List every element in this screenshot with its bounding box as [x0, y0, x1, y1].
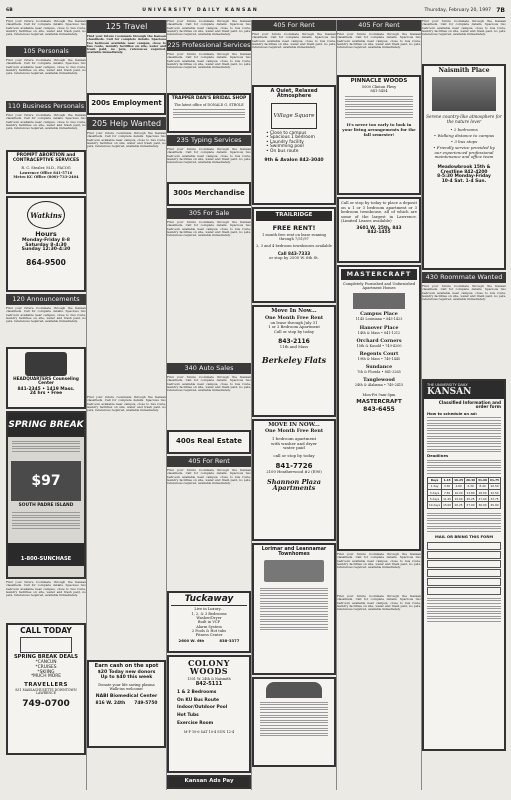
- column-2: [87, 20, 166, 790]
- price-block: [11, 461, 81, 501]
- price: $97: [31, 473, 61, 489]
- trailridge-ad: [252, 207, 336, 303]
- mastercraft-location-name: Sundance: [365, 363, 393, 370]
- section-header-announcements: 120 Announcements: [6, 294, 86, 305]
- classified-text: Find your future roommate through the Kansan classifieds. Call for complete details. Spacious two bedroom available near campus, close to bus route, laundry facilities on site, water and trash paid, no pets, references required, available immediately.: [167, 53, 251, 70]
- classified-text: Find your future roommate through the Kansan classifieds. Call for complete details. Spacious two bedroom available near campus, close to bus route, laundry facilities on site, water and trash paid, no pets, references required, available immediately.: [167, 469, 251, 486]
- trapper-title: TRAPPER DAN'S BRIDAL SHOP: [171, 96, 247, 101]
- rate-row-label: 1 day: [428, 483, 442, 489]
- nabi-line4: Walk-ins welcome!: [109, 687, 144, 692]
- naismith-hours: 8-5:30 Monday-Friday: [437, 174, 491, 180]
- section-header-for-rent: 405 For Rent: [337, 20, 421, 31]
- merchandise-label: 300s Merchandise: [173, 189, 245, 198]
- mastercraft-location: [341, 312, 417, 321]
- berkeley-line1: Move In Now...: [271, 308, 317, 314]
- village-square-name: Village Square: [273, 112, 315, 119]
- mastercraft-location: [341, 378, 417, 387]
- classified-text: Find your future roommate through the Kansan classifieds. Call for complete details. Spacious two bedroom available near campus, close to bus route, laundry facilities on site, water and trash paid, no pets, references required, available immediately.: [6, 581, 86, 598]
- shannon-line3: 1 bedroom apartment: [271, 435, 317, 441]
- nabi-contact: [91, 702, 162, 707]
- pinnacle-address: 5000 Clinton Pkwy: [361, 84, 397, 89]
- kansan-ads-pay-text: Kansan Ads Pay: [184, 778, 234, 785]
- real-estate-section-banner: [167, 430, 251, 454]
- tuckaway-feature: 1, 2, & 3 Bedrooms: [191, 611, 227, 616]
- tuckaway-feature: 2 Pools & Hot tubs: [191, 629, 227, 633]
- mastercraft-location-name: Hanover Place: [359, 324, 399, 331]
- naismith-saturday: 10-4 Sat. 1-4 Sun.: [441, 179, 487, 185]
- form-send: MAIL OR BRING THIS FORM: [435, 533, 493, 539]
- rate-cell: 7.50: [442, 490, 453, 496]
- call-today-item: *CANCUN: [35, 660, 57, 666]
- berkeley-flats-ad: [252, 305, 336, 417]
- page-number-right: 7B: [496, 7, 505, 14]
- rate-cell: 18.00: [478, 490, 487, 495]
- watkins-phone: 864-9500: [26, 258, 66, 268]
- classified-text: Find your future roommate through the Kansan classifieds. Call for complete details. Spacious two bedroom available near campus, close to bus route, laundry facilities on site, water and trash paid, no pets, references required, available immediately.: [422, 20, 506, 37]
- tuckaway-ad: [167, 591, 251, 653]
- prompt-abortion-ad: [6, 150, 86, 194]
- naismith-title: Naismith Place: [438, 67, 490, 74]
- village-square-feature: • On bus route: [266, 149, 299, 154]
- rate-col-header: 61-75: [490, 478, 499, 483]
- column-5: [337, 20, 421, 790]
- tuckaway-feature: Alarm System: [196, 624, 222, 629]
- rate-cell: 15.00: [454, 496, 463, 501]
- call-today-item: *MUCH MORE: [30, 674, 62, 680]
- village-square-address: 9th & Avalon 842-3040: [264, 157, 324, 163]
- naismith-tagline: Serene country-like atmosphere for the nature lover: [426, 114, 502, 125]
- tuckaway-feature: Built in VCP: [197, 620, 221, 625]
- ad-copy: [8, 437, 84, 461]
- colony-woods-ad: [167, 655, 251, 773]
- ad-title: PROMPT ABORTION and CONTRACEPTIVE SERVICES: [12, 153, 80, 163]
- section-header-for-sale: 305 For Sale: [167, 208, 251, 219]
- colony-woods-hours: M-F 10-6 SAT 10-4 SUN 12-4: [183, 730, 235, 735]
- rate-cell: 13.80: [466, 490, 475, 495]
- kansan-classified-order-form: [422, 379, 506, 751]
- rate-row-label: 5 days: [428, 496, 442, 502]
- employment-label: 200s Employment: [91, 99, 162, 108]
- rate-cell: 33.75: [490, 496, 499, 501]
- phone-banner: [8, 543, 84, 566]
- section-header-business-personals: 110 Business Personals: [7, 102, 85, 110]
- headquarters-phone: 841-2345 • 1419 Mass.: [17, 386, 75, 392]
- colony-woods-name: COLONY WOODS: [188, 658, 230, 677]
- rate-cell: 27.00: [466, 503, 475, 507]
- rate-cell: 8.40: [477, 483, 489, 489]
- rate-cell: 3.30: [442, 483, 453, 489]
- classified-text: Find your future roommate through the Kansan classifieds. Call for complete details. Spacious two bedroom available near campus, close to bus route, laundry facilities on site, water and trash paid, no pets, references required, available immediately.: [167, 148, 251, 165]
- pinnacle-phone: 841-5454: [370, 89, 388, 94]
- tuckaway-name: Tuckaway: [171, 595, 247, 606]
- form-ad-copy-line[interactable]: [427, 578, 501, 586]
- travel-phone: 749-0700: [22, 699, 70, 710]
- kansan-ads-pay-banner: [167, 775, 251, 789]
- form-name: KANSAN: [427, 387, 472, 397]
- nabi-title: Earn cash on the spot: [94, 663, 159, 669]
- nabi-address: 816 W. 24th: [95, 700, 126, 706]
- trailridge-offer: FREE RENT!: [272, 223, 316, 232]
- classified-text: Find your future roommate through the Kansan classifieds. Call for complete details. Spacious two bedroom available near campus, close to bus route, laundry facilities on site, water and trash paid, no pets, references required, available immediately.: [337, 595, 421, 612]
- trailridge-phone: Call 843-7333: [277, 250, 311, 256]
- nabi-line2: Up to $40 this week: [100, 675, 153, 681]
- section-header-for-rent: 405 For Rent: [167, 456, 251, 467]
- berkeley-line2: One Month Free Rent: [264, 314, 324, 321]
- berkeley-address: 11th and Mass: [279, 344, 309, 350]
- spring-break-title: SPRING BREAK: [8, 420, 84, 430]
- naismith-address: Meadowbrook 15th & Crestline 842-4200: [437, 165, 491, 175]
- mastercraft-location-address: 15th & Kasold • 749-4200: [356, 343, 402, 348]
- naismith-bullet: • Friendly service provided by our experienced professional maintenance and office team: [433, 144, 495, 160]
- classified-text: Find your future roommate through the Kansan classifieds. Call for complete details. Spacious two bedroom available near campus, close to bus route, laundry facilities on site, water and trash paid, no pets, references required, available immediately.: [167, 20, 251, 37]
- travel-company: TRAVELLERS: [24, 681, 68, 688]
- classified-text: Find your future roommate through the Kansan classifieds. Call for complete details. Spacious two bedroom available near campus, close to bus route, laundry facilities on site, water and trash paid, no pets, references required, available immediately.: [6, 59, 86, 76]
- section-header-auto-sales: 340 Auto Sales: [167, 363, 251, 374]
- rate-col-header: 26-40: [466, 478, 476, 483]
- classified-text: Find your future roommate through the Kansan classifieds. Call for complete details. Spacious two bedroom available near campus, close to bus route, laundry facilities on site, water and trash paid, no pets, references required, available immediately.: [87, 35, 166, 55]
- mastercraft-location-name: Regents Court: [359, 350, 399, 357]
- village-square-feature: • Swimming pool: [266, 144, 304, 150]
- rate-row-label: 3 days: [428, 490, 442, 496]
- form-ad-copy-line[interactable]: [427, 560, 501, 568]
- rate-cell: 36.00: [478, 503, 487, 507]
- form-title: Classified Information and order form: [438, 400, 501, 410]
- naismith-bullets: [426, 128, 502, 160]
- classified-text: Find your future roommate through the Kansan classifieds. Call for complete details. Spacious two bedroom available near campus, close to bus route, laundry facilities on site, water and trash paid, no pets, references required, available immediately.: [167, 221, 251, 238]
- village-square-logo: [271, 103, 317, 129]
- mastercraft-location: [341, 339, 417, 348]
- destination: SOUTH PADRE ISLAND: [18, 503, 74, 508]
- form-how-to: How to schedule an ad:: [427, 410, 478, 416]
- employment-section-banner: [87, 93, 166, 115]
- rate-cell: 20.25: [466, 496, 475, 501]
- tuckaway-feature: Washer/Dryer: [196, 616, 222, 621]
- shannon-address: 2100 Heatherwood #2 (E90): [266, 468, 322, 474]
- deposit-address: 3601 W. 25th, 843: [356, 225, 402, 231]
- village-square-feature: • Laundry facility: [266, 139, 304, 145]
- classified-text: Find your future roommate through the Kansan classifieds. Call for complete details. Spacious two bedroom available near campus, close to bus route, laundry facilities on site, water and trash paid, no pets, references required, available immediately.: [337, 33, 421, 50]
- rate-cell: 4.60: [453, 483, 465, 489]
- rate-cell: 10.50: [490, 484, 499, 489]
- colony-woods-features: [171, 691, 247, 726]
- section-header-professional-services: 225 Professional Services: [167, 41, 251, 49]
- mastercraft-hours: Mon-Fri 9am-5pm: [362, 393, 396, 398]
- mastercraft-title: MASTERCRAFT: [341, 269, 417, 280]
- nabi-plasma-ad: [87, 660, 166, 748]
- rate-cell: 15.00: [443, 503, 452, 507]
- section-header-travel: 125 Travel: [87, 20, 166, 33]
- colony-woods-feature: Indoor/Outdoor Pool: [177, 705, 228, 711]
- lorimar-building-image: [264, 560, 324, 582]
- classified-text: Find your future roommate through the Kansan classifieds. Call for complete details. Spacious two bedroom available near campus, close to bus route, laundry facilities on site, water and trash paid, no pets, references required, available immediately.: [6, 20, 86, 37]
- shannon-line1: MOVE IN NOW...: [268, 422, 320, 428]
- form-instructions: [427, 417, 501, 452]
- issue-date: Thursday, February 20, 1997: [424, 8, 491, 13]
- shannon-name: Shannon Plaza Apartments: [267, 477, 321, 493]
- rate-cell: 20.25: [454, 503, 463, 507]
- pinnacle-title: PINNACLE WOODS: [350, 78, 408, 84]
- nabi-line1: $20 Today new donors: [97, 670, 156, 676]
- hours-weekday: Monday-Friday 8-8: [22, 237, 70, 243]
- form-payment-lines: [427, 598, 501, 622]
- form-header: [424, 381, 504, 399]
- colony-woods-feature: Hot Tubs: [177, 712, 199, 718]
- headquarters-hours: 24 hrs • Free: [29, 391, 63, 397]
- headquarters-ad: [6, 347, 86, 409]
- colony-woods-feature: 1 & 2 Bedrooms: [177, 690, 217, 696]
- rate-col-header: 41-60: [478, 478, 487, 483]
- form-ad-copy-line[interactable]: [427, 569, 501, 577]
- mastercraft-location-name: Campus Place: [360, 311, 398, 318]
- berkeley-line4: 1 or 2 Bedroom Apartment: [268, 324, 320, 330]
- rate-col-header: Days: [428, 477, 442, 483]
- village-square-feature: • Close to campus: [266, 130, 307, 136]
- ad-copy: [171, 107, 247, 121]
- rate-cell: 22.50: [490, 490, 499, 495]
- trapper-tagline: The latest office of DONALD G. STROLE: [174, 102, 244, 107]
- form-ad-copy-line[interactable]: [427, 551, 501, 559]
- hours-saturday: Saturday 8-4:30: [25, 242, 67, 248]
- berkeley-line3: on lease through July 31: [270, 319, 318, 325]
- section-header-roommate-wanted: 430 Roommate Wanted: [422, 272, 506, 283]
- rate-cell: 11.25: [443, 496, 452, 501]
- deposit-phone: 842-1455: [367, 230, 391, 236]
- page-number-left: 6B: [6, 8, 13, 13]
- nabi-phone: 749-5750: [134, 700, 158, 706]
- ad-doctor: R. C. Stealer, M.D., FACOG: [21, 166, 71, 171]
- call-today-travel-ad: [6, 623, 86, 755]
- call-today-title: CALL TODAY: [20, 626, 72, 635]
- ad-metro: Metro KC Office (800)-733-2404: [13, 174, 79, 179]
- shannon-line2: One Month Free Rent: [264, 427, 324, 434]
- section-header-for-rent: 405 For Rent: [252, 20, 336, 31]
- classified-text: Find your future roommate through the Kansan classifieds. Call for complete details. Spacious two bedroom available near campus, close to bus route, laundry facilities on site, water and trash paid, no pets, references required, available immediately.: [87, 396, 166, 413]
- mastercraft-location-name: Orchard Corners: [356, 337, 402, 344]
- village-square-feature: • Spacious 1 bedroom: [266, 135, 315, 141]
- trailridge-details: 1 month free rent on lease running through 7/31/97: [262, 232, 326, 241]
- trailridge-name: TRAILRIDGE: [256, 211, 332, 221]
- colony-woods-feature: On KU Bus Route: [177, 697, 220, 703]
- deposit-ad: [337, 197, 421, 263]
- rate-row: [428, 502, 501, 508]
- mastercraft-location: [341, 352, 417, 361]
- shannon-phone: 841-7726: [275, 461, 313, 470]
- rate-col-header: 1-15: [442, 477, 453, 483]
- village-square-features: [256, 132, 332, 155]
- watkins-hours-ad: [6, 196, 86, 292]
- trailridge-extra: 2, 3 and 4 bedroom townhouses available: [256, 244, 332, 249]
- mastercraft-brand: MASTERCRAFT: [356, 399, 402, 406]
- form-ad-copy-line[interactable]: [427, 542, 501, 550]
- sunrise-apartments-ad: [252, 677, 336, 767]
- masthead: [6, 4, 505, 18]
- shannon-plaza-ad: [252, 419, 336, 541]
- form-brand: THE UNIVERSITY DAILY: [427, 383, 468, 387]
- classified-text: Find your future roommate through the Kansan classifieds. Call for complete details. Spacious two bedroom available near campus, close to bus route, laundry facilities on site, water and trash paid, no pets, references required, available immediately.: [422, 285, 506, 302]
- column-4: [252, 20, 336, 790]
- mastercraft-location-address: 19th & Mass • 749-1445: [357, 356, 401, 361]
- mastercraft-ad: [337, 265, 421, 551]
- colony-woods-phone: 842-5111: [195, 680, 223, 687]
- shannon-line5: water paid: [283, 445, 305, 451]
- classified-text: Find your future roommate through the Kansan classifieds. Call for complete details. Spacious two bedroom available near campus, close to bus route, laundry facilities on site, water and trash paid, no pets, references required, available immediately.: [87, 132, 166, 149]
- hours-sunday: Sunday 12:30-4:30: [21, 247, 71, 253]
- column-3: [167, 20, 251, 790]
- form-categories: [427, 513, 501, 532]
- column-6: [422, 20, 506, 790]
- trapper-dans-ad: [167, 93, 251, 133]
- tuckaway-feature: Live in Luxury...: [194, 607, 224, 612]
- naismith-bullet: • Walking distance to campus: [433, 133, 495, 139]
- rate-row-label: 10 days: [429, 503, 441, 507]
- paper-name: UNIVERSITY DAILY KANSAN: [142, 8, 259, 13]
- tuckaway-contact: [171, 639, 247, 643]
- naismith-place-ad: [422, 64, 506, 270]
- sunrise-logo: [266, 682, 322, 698]
- mastercraft-location: [341, 326, 417, 335]
- hours-label: Hours: [35, 230, 57, 238]
- mastercraft-phone: 843-6455: [363, 406, 395, 414]
- classified-text: Find your future roommate through the Kansan classifieds. Call for complete details. Spacious two bedroom available near campus, close to bus route, laundry facilities on site, water and trash paid, no pets, references required, available immediately.: [6, 114, 86, 131]
- mastercraft-location-address: 7th & Florida • 841-3265: [357, 369, 401, 374]
- call-today-item: *CRUISES: [35, 664, 57, 670]
- rate-cell: 6.30: [465, 483, 477, 489]
- lorimar-ad: [252, 543, 336, 675]
- rate-cell: 27.00: [478, 496, 487, 501]
- berkeley-name: Berkeley Flats: [261, 354, 327, 365]
- ad-copy: [256, 585, 332, 633]
- headquarters-title: HEADQUARTERS Counseling Center: [13, 376, 79, 386]
- ad-copy: [341, 93, 417, 120]
- trailridge-visit: or stop by 2500 W. 6th St.: [269, 254, 319, 260]
- mastercraft-location: [341, 365, 417, 374]
- shannon-line4: with washer and dryer: [271, 440, 317, 446]
- lorimar-title: Lorimar and Leannamar Townhomes: [261, 547, 327, 558]
- form-deadlines: Deadlines: [427, 453, 449, 459]
- watkins-logo: [27, 201, 65, 229]
- form-deadline-text: [427, 460, 501, 474]
- rate-col-header: 16-25: [454, 478, 464, 483]
- section-header-personals: 105 Personals: [6, 46, 86, 57]
- call-today-event: SPRING BREAK DEALS: [13, 653, 79, 660]
- merchandise-section-banner: [167, 182, 251, 206]
- deposit-intro: Call or stop by today to place a deposit on a 1 or 3 bedroom apartment or 3 bedroom townhouse, all of which are some of the largest in Lawrence. (Limited Leases available): [341, 200, 417, 224]
- classified-text: Find your future roommate through the Kansan classifieds. Call for complete details. Spacious two bedroom available near campus, close to bus route, laundry facilities on site, water and trash paid, no pets, references required, available immediately.: [337, 553, 421, 570]
- pinnacle-tagline: It's never too early to look in your living arrangements for the fall semester!: [342, 122, 416, 137]
- mastercraft-logo: [353, 293, 405, 309]
- spring-break-banner: [8, 413, 84, 437]
- nabi-line3: Donate your life saving plasma: [98, 683, 155, 688]
- nabi-name: NABI Biomedical Center: [95, 693, 158, 699]
- watkins-name: Watkins: [30, 210, 62, 220]
- section-header-typing-services: 235 Typing Services: [167, 135, 251, 146]
- real-estate-label: 400s Real Estate: [175, 437, 243, 446]
- call-today-item: *SKIING: [37, 669, 55, 675]
- tuckaway-address: 2600 W. 6th: [178, 637, 205, 643]
- headquarters-logo: [25, 352, 67, 376]
- tuckaway-phone: 838-3377: [219, 637, 240, 643]
- classified-text: Find your future roommate through the Kansan classifieds. Call for complete details. Spacious two bedroom available near campus, close to bus route, laundry facilities on site, water and trash paid, no pets, references required, available immediately.: [252, 33, 336, 50]
- spring-break-padre-ad: [6, 411, 86, 579]
- rate-table: [427, 477, 501, 509]
- pinnacle-woods-ad: [337, 75, 421, 195]
- ad-location: Lawrence Office 841-5716: [19, 170, 73, 175]
- form-ad-copy-grid[interactable]: [427, 542, 501, 595]
- naismith-bullet: • 3 bus stops: [450, 138, 478, 144]
- colony-woods-feature: Exercise Room: [177, 720, 214, 726]
- mastercraft-location-address: 1145 Louisiana • 843-1423: [355, 317, 403, 322]
- travel-address: 831 MASSACHUSETTS DOWNTOWN LAWRENCE: [15, 687, 77, 696]
- classified-text: Find your future roommate through the Kansan classifieds. Call for complete details. Spacious two bedroom available near campus, close to bus route, laundry facilities on site, water and trash paid, no pets, references required, available immediately.: [167, 376, 251, 393]
- mastercraft-location-name: Tanglewood: [363, 376, 395, 383]
- shannon-line6: call or stop by today: [273, 453, 315, 459]
- village-square-ad: [252, 85, 336, 205]
- column-1: [6, 20, 86, 790]
- mastercraft-location-address: 24th & Alabama • 749-2415: [354, 383, 404, 388]
- rate-cell: 10.20: [454, 490, 463, 495]
- village-square-title: A Quiet, Relaxed Atmosphere: [270, 88, 318, 100]
- naismith-bullet: • 2 bedrooms: [450, 127, 478, 133]
- rate-cell: 45.00: [490, 503, 499, 507]
- ad-copy: [8, 509, 84, 543]
- tuckaway-feature: Fitness Center: [195, 633, 223, 638]
- ad-copy: [256, 699, 332, 739]
- spring-break-phone: 1-800-SUNCHASE: [20, 555, 72, 562]
- classified-text: Find your future roommate through the Kansan classifieds. Call for complete details. Spacious two bedroom available near campus, close to bus route, laundry facilities on site, water and trash paid, no pets, references required, available immediately.: [6, 307, 86, 324]
- berkeley-phone: 843-2116: [278, 338, 310, 346]
- mastercraft-location-address: 14th & Mass • 841-1212: [357, 330, 401, 335]
- form-ad-copy-line[interactable]: [427, 587, 501, 595]
- berkeley-line5: Call or stop by today: [274, 328, 314, 334]
- phone-icon: [20, 637, 72, 653]
- section-header-help-wanted: 205 Help Wanted: [87, 117, 166, 130]
- naismith-building-image: [432, 77, 496, 111]
- colony-woods-address: 1301 W. 24th & Naismith: [187, 676, 231, 681]
- mastercraft-tagline: Completely Furnished and Unfurnished Apartment Homes: [342, 281, 416, 291]
